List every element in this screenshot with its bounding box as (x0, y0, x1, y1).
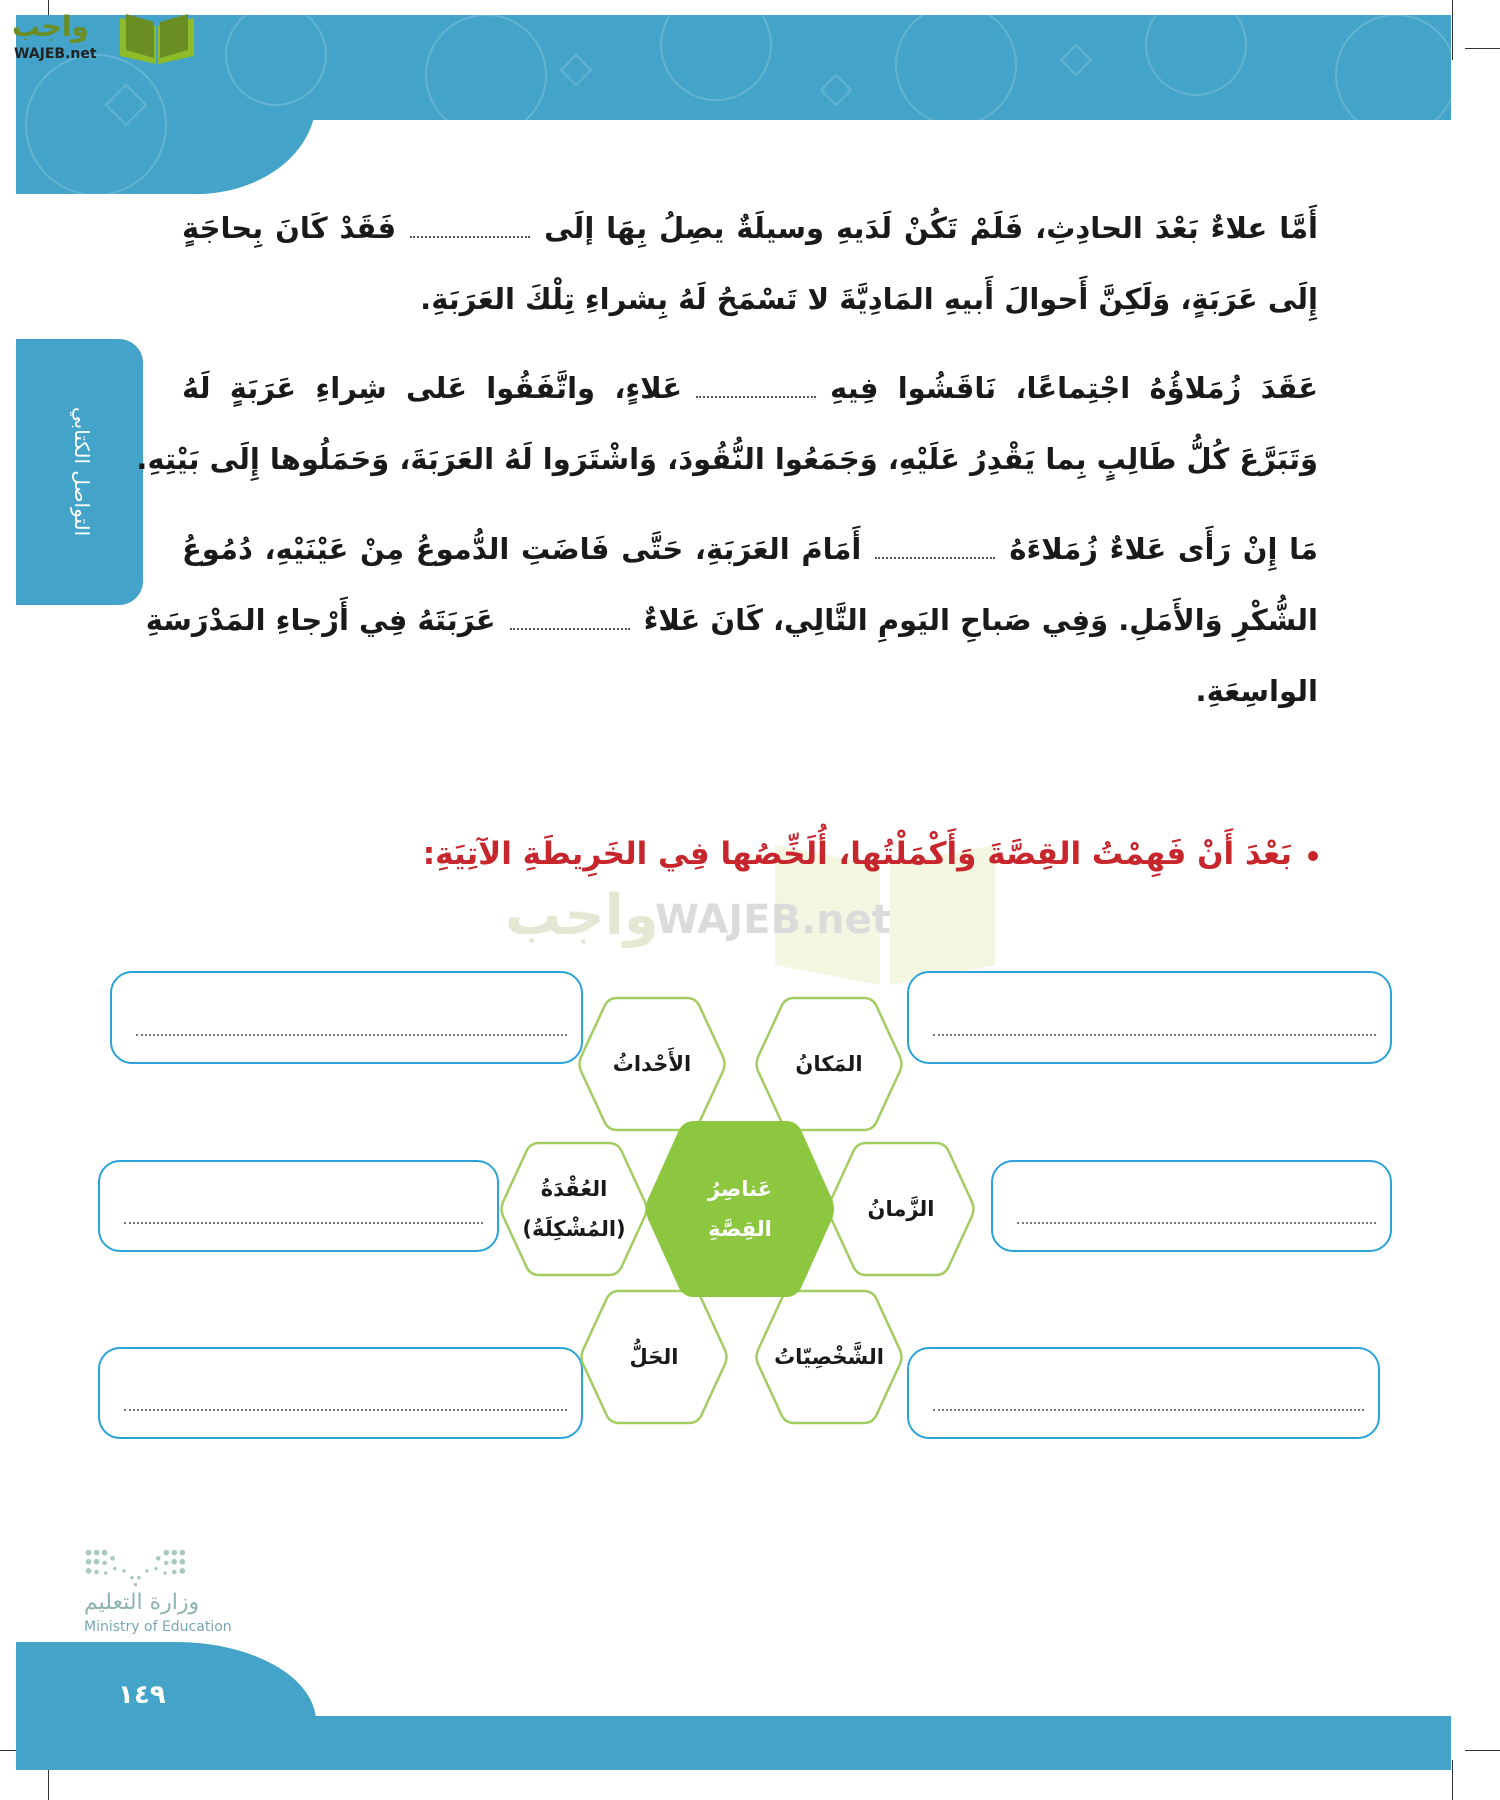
center-label-line: عَناصِرُ (707, 1177, 773, 1201)
blank-field[interactable] (410, 226, 530, 238)
footer-band (16, 1716, 1451, 1770)
center-label (708, 1169, 772, 1249)
story-line (136, 439, 1318, 479)
hex-label: الحَلُّ (629, 1345, 679, 1369)
hex-center-story-elements (644, 1119, 836, 1299)
story-text: الشُّكْرِ وَالأَمَلِ. وَفِي صَباحِ اليَومِ التَّالِي، كَانَ عَلاءٌ (643, 603, 1318, 637)
ministry-name-arabic: وزارة التعليم (84, 1590, 200, 1615)
story-line (182, 368, 1318, 408)
crop-mark (1452, 1760, 1453, 1800)
story-text: أَمَّا علاءٌ بَعْدَ الحادِثِ، فَلَمْ تَكُنْ لَدَيهِ وسيلَةٌ يصِلُ بِهَا إلَى (544, 211, 1318, 245)
calligraphy-pattern (16, 15, 1451, 195)
ministry-logo (84, 1548, 274, 1640)
story-text: فَقَدْ كَانَ بِحاجَةٍ (182, 211, 397, 245)
crop-mark (1465, 48, 1500, 49)
logo-arabic: واجب (12, 10, 89, 43)
crop-mark (1465, 1750, 1500, 1751)
hex-place (754, 995, 904, 1133)
section-side-tab (16, 339, 143, 605)
story-text: الواسِعَةِ. (1195, 674, 1318, 708)
answer-line (136, 1034, 567, 1036)
hex-label-line: (المُشْكِلَةُ) (522, 1217, 626, 1241)
watermark-latin: WAJEB.net (655, 897, 891, 943)
story-text: مَا إِنْ رَأَى عَلاءٌ زُمَلاءَهُ (1009, 532, 1318, 566)
blank-field[interactable] (696, 386, 816, 398)
story-text: إِلَى عَرَبَةٍ، وَلَكِنَّ أَحوالَ أَبيهِ المَادِيَّةَ لا تَسْمَحُ لَهُ بِشراءِ تِلْكَ العَرَبَةِ. (420, 282, 1318, 316)
hex-solution (579, 1288, 729, 1426)
hex-conflict (499, 1140, 649, 1278)
ministry-name-english: Ministry of Education (84, 1619, 232, 1635)
watermark-arabic: واجب (505, 883, 659, 948)
hex-label: الأَحْداثُ (612, 1052, 692, 1076)
answer-line (124, 1409, 567, 1411)
crop-mark (1452, 0, 1453, 60)
center-label-line: القِصَّةِ (708, 1217, 772, 1241)
hex-label: الزَّمانُ (867, 1197, 935, 1221)
answer-line (124, 1222, 483, 1224)
answer-line (933, 1409, 1364, 1411)
page-number: ١٤٩ (118, 1680, 166, 1710)
hex-events (577, 995, 727, 1133)
instruction (423, 836, 1318, 872)
hex-label-line: العُقْدَةُ (540, 1177, 608, 1201)
book-icon (118, 8, 196, 66)
wajeb-logo (8, 6, 188, 66)
blank-field[interactable] (510, 618, 630, 630)
story-text: وَتَبَرَّعَ كُلُّ طَالِبٍ بِما يَقْدِرُ عَلَيْهِ، وَجَمَعُوا النُّقُودَ، وَاشْتَرَوا لَهُ العَرَبَةَ، وَحَمَلُوها إِلَى بَيْتِهِ. (136, 442, 1318, 476)
answer-box-time[interactable] (991, 1160, 1392, 1252)
answer-box-place[interactable] (907, 971, 1392, 1064)
story-text: عَرَبَتَهُ فِي أَرْجاءِ المَدْرَسَةِ (145, 603, 496, 637)
hex-label: المَكانُ (795, 1052, 863, 1076)
answer-box-events[interactable] (110, 971, 583, 1064)
story-text: عَقَدَ زُمَلاؤُهُ اجْتِماعًا، نَاقَشُوا فِيهِ (830, 371, 1318, 405)
answer-box-conflict[interactable] (98, 1160, 499, 1252)
section-label: التواصل الكتابي (70, 407, 94, 537)
answer-line (1017, 1222, 1376, 1224)
instruction-text: بَعْدَ أَنْ فَهِمْتُ القِصَّةَ وَأَكْمَلْتُها، أُلَخِّصُها فِي الخَرِيطَةِ الآتِيَةِ: (422, 836, 1292, 872)
story-line (145, 600, 1318, 640)
bullet-icon (1308, 851, 1318, 861)
blank-field[interactable] (875, 547, 995, 559)
hex-characters (754, 1288, 904, 1426)
story-text: أَمَامَ العَرَبَةِ، حَتَّى فَاضَتِ الدُّموعُ مِنْ عَيْنَيْهِ، دُمُوعُ (182, 532, 862, 566)
answer-line (933, 1034, 1376, 1036)
hex-label: الشَّخْصِيّاتُ (774, 1345, 884, 1369)
answer-box-characters[interactable] (907, 1347, 1380, 1439)
hex-time (826, 1140, 976, 1278)
story-line (182, 671, 1318, 711)
story-line (182, 208, 1318, 248)
footer-band-lobe (16, 1642, 316, 1722)
logo-latin: WAJEB.net (14, 46, 97, 62)
story-text: عَلاءٍ، واتَّفَقُوا عَلى شِراءِ عَرَبَةٍ لَهُ (182, 371, 683, 405)
hex-label (522, 1169, 625, 1249)
story-line (182, 279, 1318, 319)
ministry-dots-icon (84, 1548, 264, 1588)
story-line (182, 529, 1318, 569)
answer-box-solution[interactable] (98, 1347, 583, 1439)
